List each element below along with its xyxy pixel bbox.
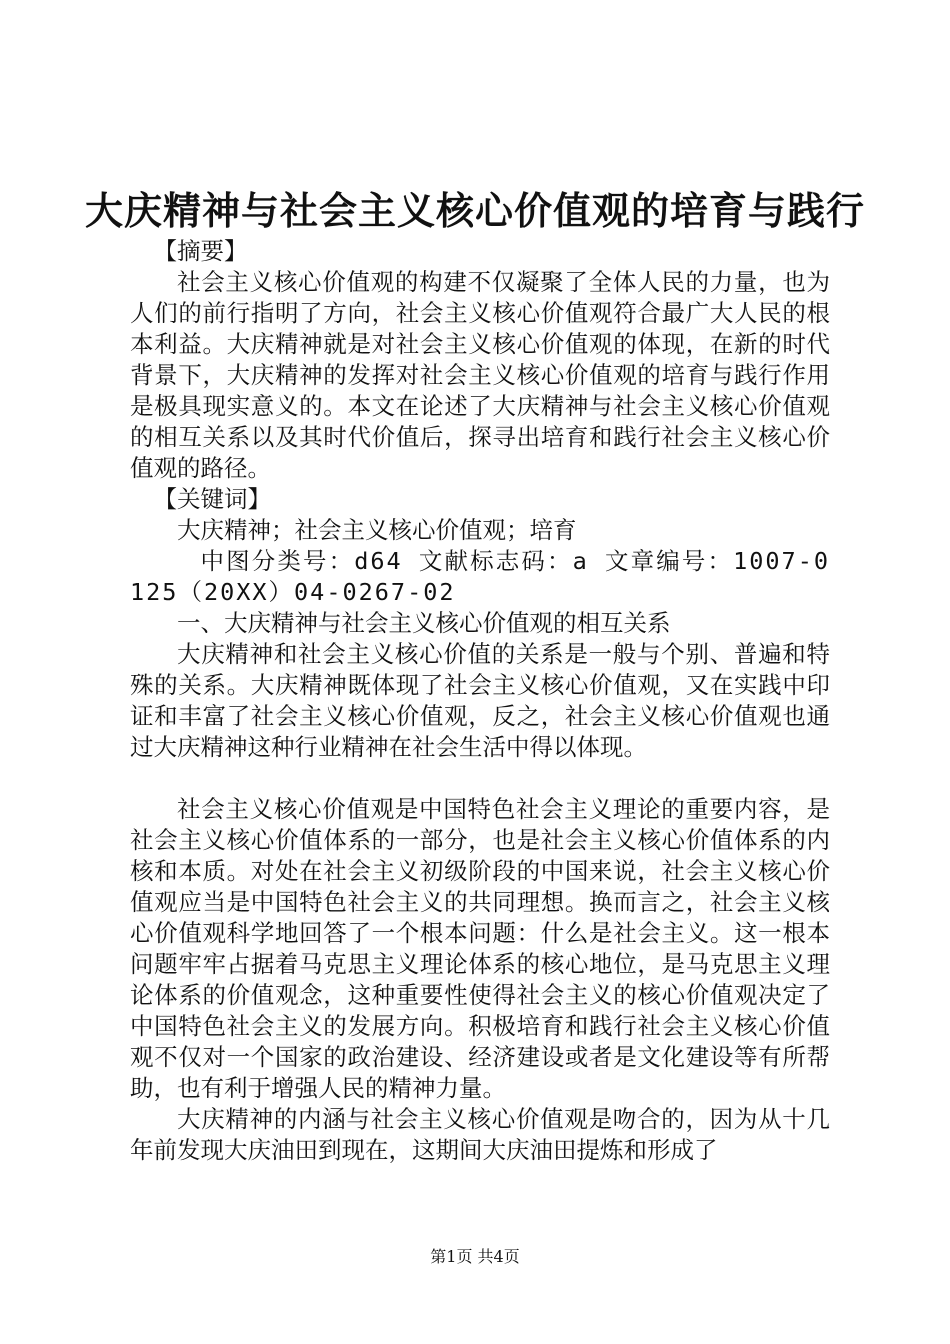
classification-line: 中图分类号：d64 文献标志码：a 文章编号：1007-0125（20XX）04-0267-02 [130,547,830,606]
abstract-label: 【摘要】 [153,237,248,265]
page-footer: 第1页 共4页 [430,1247,520,1266]
document-body [130,236,830,1166]
keywords-text: 大庆精神；社会主义核心价值观；培育 [177,516,577,544]
abstract-paragraph: 社会主义核心价值观的构建不仅凝聚了全体人民的力量，也为人们的前行指明了方向，社会主义核心价值观符合最广大人民的根本利益。大庆精神就是对社会主义核心价值观的体现，在新的时代背景下，大庆精神的发挥对社会主义核心价值观的培育与践行作用是极具现实意义的。本文在论述了大庆精神与社会主义核心价值观的相互关系以及其时代价值后，探寻出培育和践行社会主义核心价值观的路径。 [130,268,830,482]
keywords-label: 【关键词】 [153,485,271,513]
body-paragraph: 大庆精神的内涵与社会主义核心价值观是吻合的，因为从十几年前发现大庆油田到现在，这期间大庆油田提炼和形成了 [130,1105,830,1164]
body-paragraph: 社会主义核心价值观是中国特色社会主义理论的重要内容，是社会主义核心价值体系的一部分，也是社会主义核心价值体系的内核和本质。对处在社会主义初级阶段的中国来说，社会主义核心价值观应当是中国特色社会主义的共同理想。换而言之，社会主义核心价值观科学地回答了一个根本问题：什么是社会主义。这一根本问题牢牢占据着马克思主义理论体系的核心地位，是马克思主义理论体系的价值观念，这种重要性使得社会主义的核心价值观决定了中国特色社会主义的发展方向。积极培育和践行社会主义核心价值观不仅对一个国家的政治建设、经济建设或者是文化建设等有所帮助，也有利于增强人民的精神力量。 [130,795,830,1102]
section-heading: 一、大庆精神与社会主义核心价值观的相互关系 [177,609,671,637]
body-paragraph: 大庆精神和社会主义核心价值的关系是一般与个别、普遍和特殊的关系。大庆精神既体现了社会主义核心价值观，又在实践中印证和丰富了社会主义核心价值观，反之，社会主义核心价值观也通过大庆精神这种行业精神在社会生活中得以体现。 [130,640,830,761]
paragraph-gap [130,763,830,794]
document-title: 大庆精神与社会主义核心价值观的培育与践行 [84,188,865,233]
